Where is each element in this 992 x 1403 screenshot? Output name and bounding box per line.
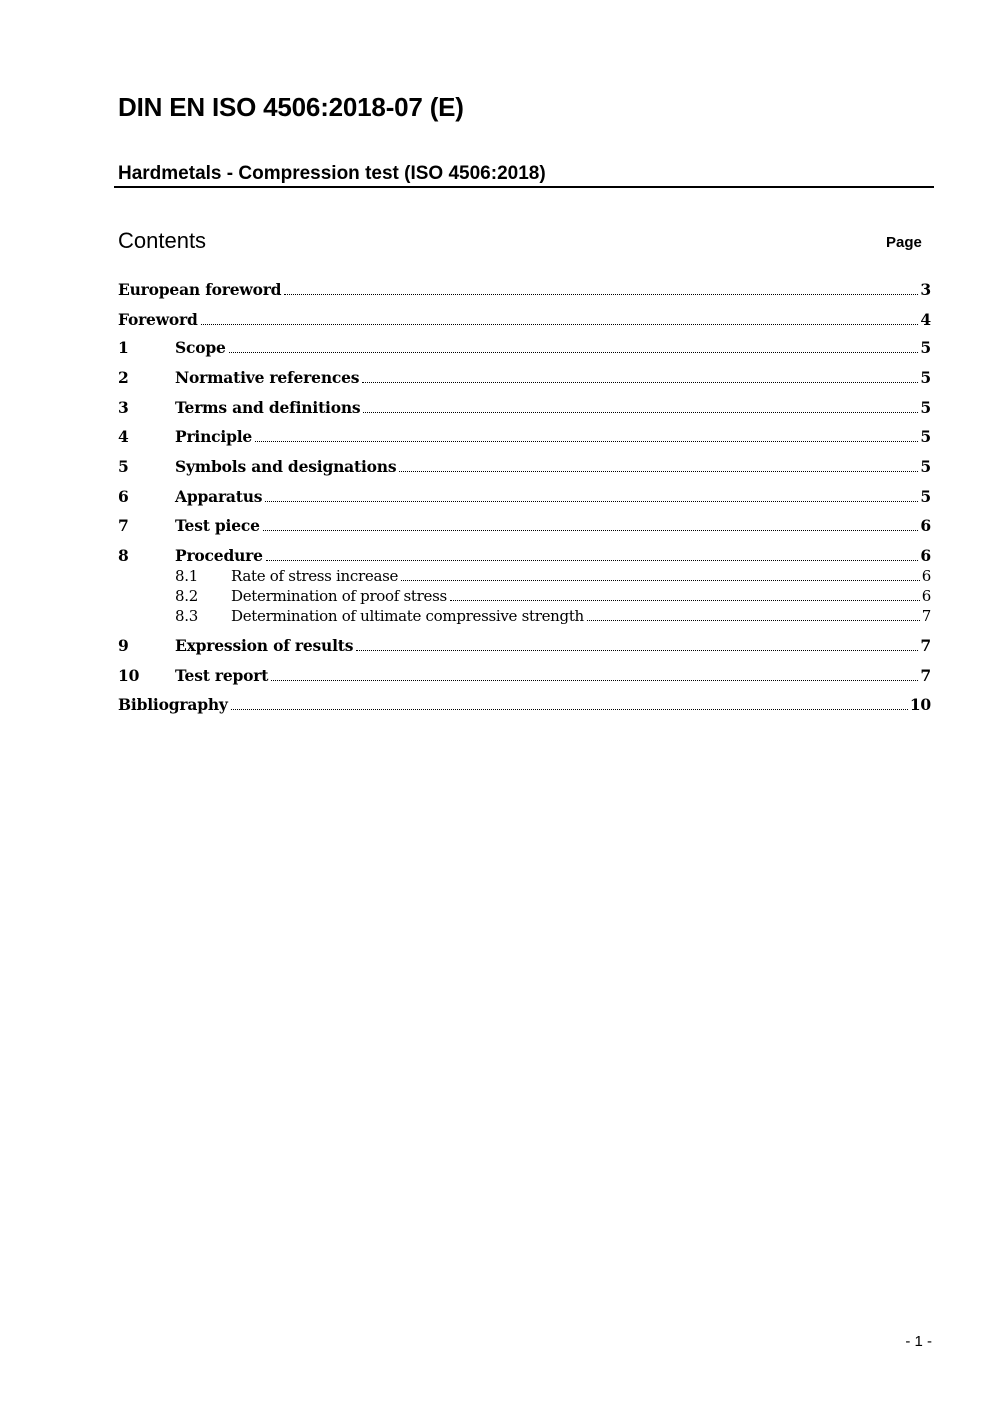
toc-entry-expression-of-results[interactable] <box>118 636 931 655</box>
toc-leader <box>587 619 920 621</box>
toc-section-number: 8.1 <box>175 567 198 585</box>
document-subtitle: Hardmetals - Compression test (ISO 4506:2018) <box>118 163 546 184</box>
toc-label: Procedure <box>175 546 263 565</box>
toc-entry-determination-of-proof-stress[interactable] <box>175 587 931 605</box>
document-title: DIN EN ISO 4506:2018-07 (E) <box>118 92 464 122</box>
toc-section-number: 8.2 <box>175 587 198 605</box>
toc-leader <box>266 559 919 561</box>
toc-page-number: 10 <box>909 695 931 714</box>
toc-label: Apparatus <box>175 487 263 506</box>
toc-entry-european-foreword[interactable] <box>118 280 931 299</box>
contents-heading: Contents <box>118 228 207 253</box>
toc-page-number: 6 <box>921 567 931 585</box>
toc-entry-principle[interactable] <box>118 427 931 446</box>
toc-entry-test-report[interactable] <box>118 666 931 685</box>
toc-leader <box>271 679 918 681</box>
toc-section-number: 1 <box>118 338 129 357</box>
toc-leader <box>231 708 908 710</box>
toc-section-number: 4 <box>118 427 129 446</box>
toc-entry-apparatus[interactable] <box>118 487 931 506</box>
toc-label: European foreword <box>118 280 282 299</box>
toc-label: Foreword <box>118 310 198 329</box>
toc-label: Normative references <box>175 368 360 387</box>
toc-section-number: 7 <box>118 516 129 535</box>
toc-leader <box>263 529 919 531</box>
toc-leader <box>399 470 918 472</box>
toc-leader <box>284 293 918 295</box>
toc-page-number: 6 <box>920 516 931 535</box>
toc-entry-foreword[interactable] <box>118 310 931 329</box>
toc-leader <box>363 411 918 413</box>
toc-entry-procedure[interactable] <box>118 546 931 565</box>
toc-leader <box>255 440 918 442</box>
toc-page-number: 5 <box>920 427 931 446</box>
footer-page-number: - 1 - <box>905 1333 932 1350</box>
toc-entry-determination-of-ultimate-compressive-strength[interactable] <box>175 607 931 625</box>
toc-page-number: 7 <box>920 636 931 655</box>
toc-label: Test report <box>175 666 269 685</box>
toc-section-number: 8 <box>118 546 129 565</box>
toc-section-number: 2 <box>118 368 129 387</box>
toc-page-number: 5 <box>920 457 931 476</box>
toc-page-number: 6 <box>920 546 931 565</box>
toc-leader <box>265 500 918 502</box>
toc-label: Symbols and designations <box>175 457 397 476</box>
toc-label: Rate of stress increase <box>231 567 399 585</box>
toc-entry-symbols-and-designations[interactable] <box>118 457 931 476</box>
toc-entry-terms-and-definitions[interactable] <box>118 398 931 417</box>
toc-section-number: 6 <box>118 487 129 506</box>
toc-page-number: 7 <box>921 607 931 625</box>
toc-leader <box>356 649 918 651</box>
toc-leader <box>450 599 920 601</box>
toc-section-number: 9 <box>118 636 129 655</box>
toc-page-number: 4 <box>920 310 931 329</box>
toc-section-number: 3 <box>118 398 129 417</box>
page-column-heading: Page <box>886 234 922 251</box>
toc-section-number: 10 <box>118 666 140 685</box>
toc-label: Determination of proof stress <box>231 587 447 605</box>
toc-page-number: 5 <box>920 338 931 357</box>
toc-entry-normative-references[interactable] <box>118 368 931 387</box>
toc-page-number: 5 <box>920 398 931 417</box>
toc-entry-test-piece[interactable] <box>118 516 931 535</box>
toc-page-number: 3 <box>920 280 931 299</box>
toc-label: Test piece <box>175 516 260 535</box>
toc-section-number: 5 <box>118 457 129 476</box>
toc-entry-rate-of-stress-increase[interactable] <box>175 567 931 585</box>
toc-entry-scope[interactable] <box>118 338 931 357</box>
toc-leader <box>401 579 920 581</box>
toc-label: Scope <box>175 338 226 357</box>
toc-label: Determination of ultimate compressive strength <box>231 607 584 625</box>
toc-page-number: 5 <box>920 368 931 387</box>
toc-label: Bibliography <box>118 695 228 714</box>
toc-leader <box>229 351 919 353</box>
toc-label: Terms and definitions <box>175 398 361 417</box>
toc-page-number: 7 <box>920 666 931 685</box>
toc-page-number: 6 <box>921 587 931 605</box>
toc-entry-bibliography[interactable] <box>118 695 931 714</box>
toc-label: Principle <box>175 427 253 446</box>
toc-label: Expression of results <box>175 636 354 655</box>
toc-section-number: 8.3 <box>175 607 198 625</box>
toc-page-number: 5 <box>920 487 931 506</box>
table-of-contents <box>118 0 931 1403</box>
toc-leader <box>362 381 918 383</box>
toc-leader <box>201 323 919 325</box>
